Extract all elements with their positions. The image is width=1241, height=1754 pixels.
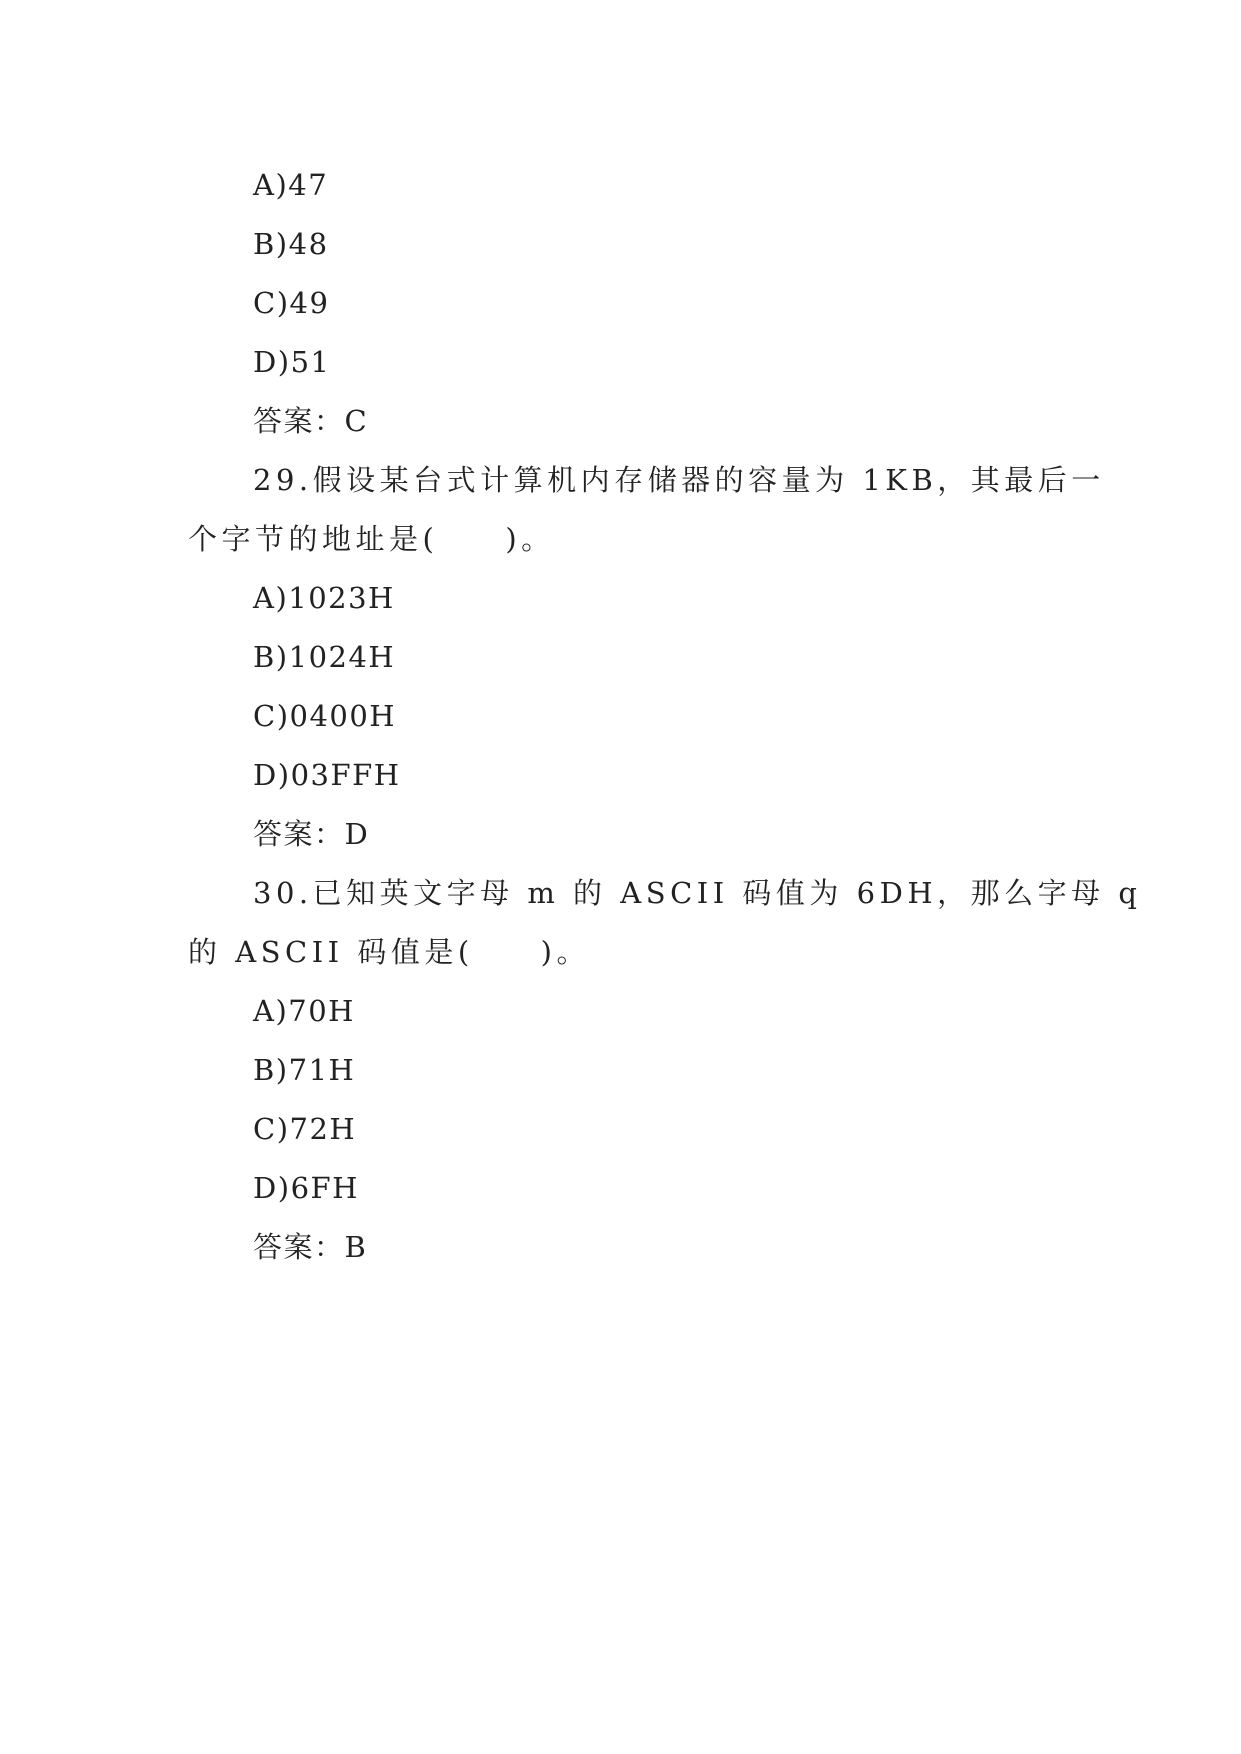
q29-stem-line-1: 29.假设某台式计算机内存储器的容量为 1KB，其最后一: [253, 463, 1105, 497]
q30-option-c: C)72H: [253, 1112, 357, 1146]
q29-option-d: D)03FFH: [253, 758, 401, 792]
q30-option-a: A)70H: [253, 994, 355, 1028]
q28-option-c: C)49: [253, 286, 330, 320]
q30-option-b: B)71H: [253, 1053, 356, 1087]
q29-option-c: C)0400H: [253, 699, 397, 733]
q28-option-d: D)51: [253, 345, 331, 379]
q28-answer: 答案：C: [253, 404, 369, 438]
q30-stem-line-2: 的 ASCII 码值是( )。: [188, 935, 590, 969]
q28-option-a: A)47: [253, 168, 329, 202]
q29-option-b: B)1024H: [253, 640, 396, 674]
q30-answer: 答案：B: [253, 1230, 368, 1264]
q29-stem-line-2: 个字节的地址是( )。: [188, 522, 555, 556]
q28-option-b: B)48: [253, 227, 329, 261]
q30-option-d: D)6FH: [253, 1171, 359, 1205]
q29-option-a: A)1023H: [253, 581, 395, 615]
q30-stem-line-1: 30.已知英文字母 m 的 ASCII 码值为 6DH，那么字母 q: [253, 876, 1142, 910]
q29-answer: 答案：D: [253, 817, 370, 851]
